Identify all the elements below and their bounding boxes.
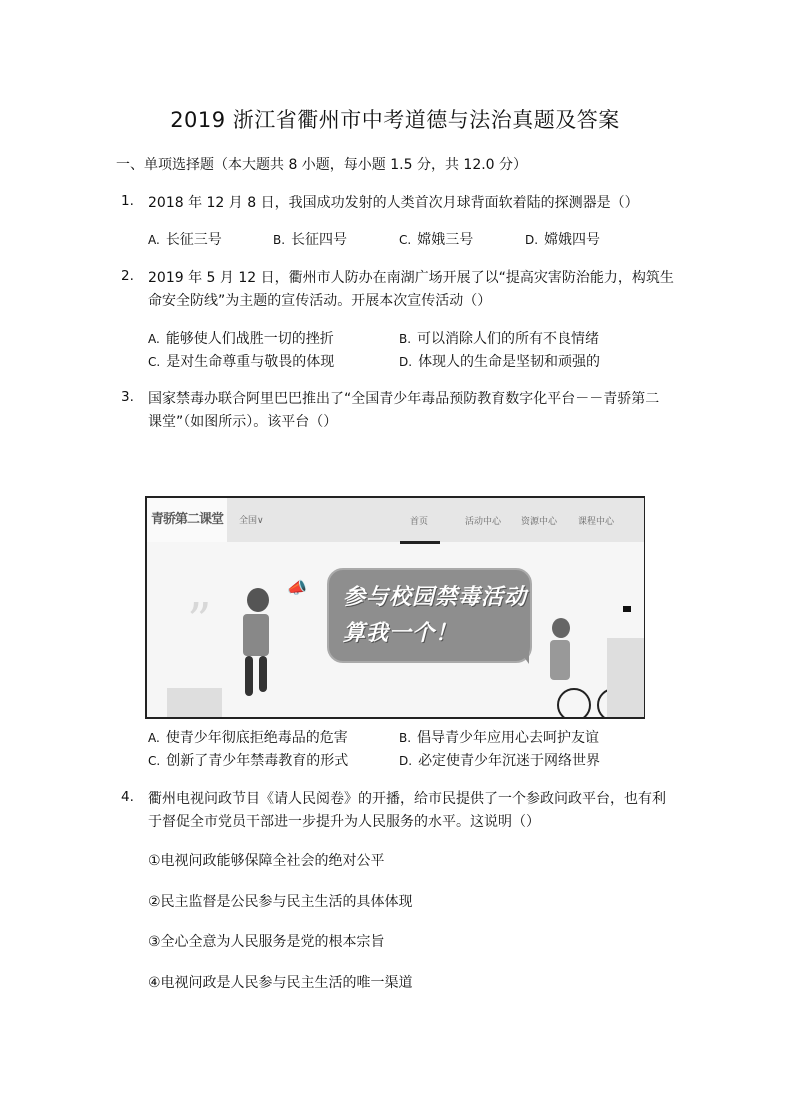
option-d (525, 229, 600, 249)
figure-building-left (167, 688, 222, 719)
option-a (148, 727, 348, 747)
question-text-line-1: 衢州电视问政节目《请人民阅卷》的开播，给市民提供了一个参政问政平台，也有利 (148, 791, 666, 807)
question-text-line-2: 命安全防线”为主题的宣传活动。开展本次宣传活动（） (148, 293, 492, 309)
flag-icon (623, 606, 631, 612)
figure-quote-mark-icon: ” (187, 593, 212, 649)
figure-building-right (607, 638, 645, 719)
question-text: 2018 年 12 月 8 日，我国成功发射的人类首次月球背面软着陆的探测器是（） (148, 195, 639, 211)
question-text-line-2: 于督促全市党员干部进一步提升为人民服务的水平。这说明（） (148, 814, 540, 830)
figure-site-logo: 青骄第二课堂 (147, 498, 227, 542)
option-label: D. (399, 754, 413, 768)
option-label: C. (148, 355, 161, 369)
option-label: A. (148, 233, 160, 247)
option-c (148, 750, 348, 770)
option-b (399, 328, 599, 348)
platform-screenshot-figure (145, 496, 645, 719)
option-b (273, 229, 347, 249)
bicycle-wheel-icon (557, 688, 591, 719)
option-label: A. (148, 731, 160, 745)
figure-active-nav-underline (400, 541, 440, 544)
option-d (399, 750, 600, 770)
statement-2: ②民主监督是公民参与民主生活的具体体现 (148, 894, 413, 910)
option-text: 使青少年彻底拒绝毒品的危害 (165, 730, 348, 746)
figure-boy-body (243, 614, 269, 656)
figure-boy-leg (259, 656, 267, 692)
statement-4: ④电视问政是人民参与民主生活的唯一渠道 (148, 975, 413, 991)
option-text: 嫦娥三号 (417, 232, 474, 248)
figure-banner-line-2: 算我一个！ (343, 621, 459, 646)
section-heading: 一、单项选择题（本大题共 8 小题，每小题 1.5 分，共 12.0 分） (116, 157, 528, 173)
statement-3: ③全心全意为人民服务是党的根本宗旨 (148, 934, 385, 950)
option-label: C. (148, 754, 161, 768)
option-label: B. (399, 332, 412, 346)
figure-nav-item: 活动中心 (465, 517, 502, 527)
option-text: 必定使青少年沉迷于网络世界 (418, 753, 601, 769)
figure-banner-line-1: 参与校园禁毒活动 (343, 585, 528, 610)
figure-cyclist-body (550, 640, 570, 680)
question-number: 3. (121, 389, 134, 405)
option-text: 能够使人们战胜一切的挫折 (165, 331, 334, 347)
question-number: 1. (121, 193, 134, 209)
figure-nav-item: 资源中心 (521, 517, 558, 527)
option-text: 体现人的生命是坚韧和顽强的 (418, 354, 601, 370)
option-b (399, 727, 599, 747)
option-label: B. (399, 731, 412, 745)
megaphone-icon: 📣 (287, 578, 307, 597)
statement-1: ①电视问政能够保障全社会的绝对公平 (148, 853, 385, 869)
option-text: 长征四号 (291, 232, 348, 248)
option-text: 长征三号 (165, 232, 222, 248)
figure-banner-bubble-tail (519, 650, 529, 664)
figure-boy-head (247, 588, 269, 612)
figure-cyclist-head (552, 618, 570, 638)
option-label: D. (525, 233, 539, 247)
option-d (399, 351, 600, 371)
figure-nav-item: 课程中心 (578, 517, 615, 527)
option-text: 倡导青少年应用心去呵护友谊 (417, 730, 600, 746)
option-c (399, 229, 473, 249)
figure-boy-leg (245, 656, 253, 696)
question-number: 2. (121, 268, 134, 284)
option-text: 嫦娥四号 (544, 232, 601, 248)
question-text-line-1: 国家禁毒办联合阿里巴巴推出了“全国青少年毒品预防教育数字化平台－－青骄第二 (148, 391, 660, 407)
option-label: B. (273, 233, 286, 247)
option-label: A. (148, 332, 160, 346)
figure-nav-item: 首页 (410, 517, 429, 527)
option-a (148, 229, 222, 249)
figure-region-selector: 全国∨ (239, 516, 264, 526)
question-number: 4. (121, 789, 134, 805)
option-label: C. (399, 233, 412, 247)
document-title: 2019 浙江省衢州市中考道德与法治真题及答案 (170, 108, 620, 132)
option-label: D. (399, 355, 413, 369)
option-text: 可以消除人们的所有不良情绪 (417, 331, 600, 347)
option-text: 是对生命尊重与敬畏的体现 (166, 354, 335, 370)
option-a (148, 328, 334, 348)
question-text-line-2: 课堂”（如图所示）。该平台（） (148, 414, 338, 430)
option-text: 创新了青少年禁毒教育的形式 (166, 753, 349, 769)
question-text-line-1: 2019 年 5 月 12 日，衢州市人防办在南湖广场开展了以“提高灾害防治能力，构筑生 (148, 270, 674, 286)
option-c (148, 351, 334, 371)
